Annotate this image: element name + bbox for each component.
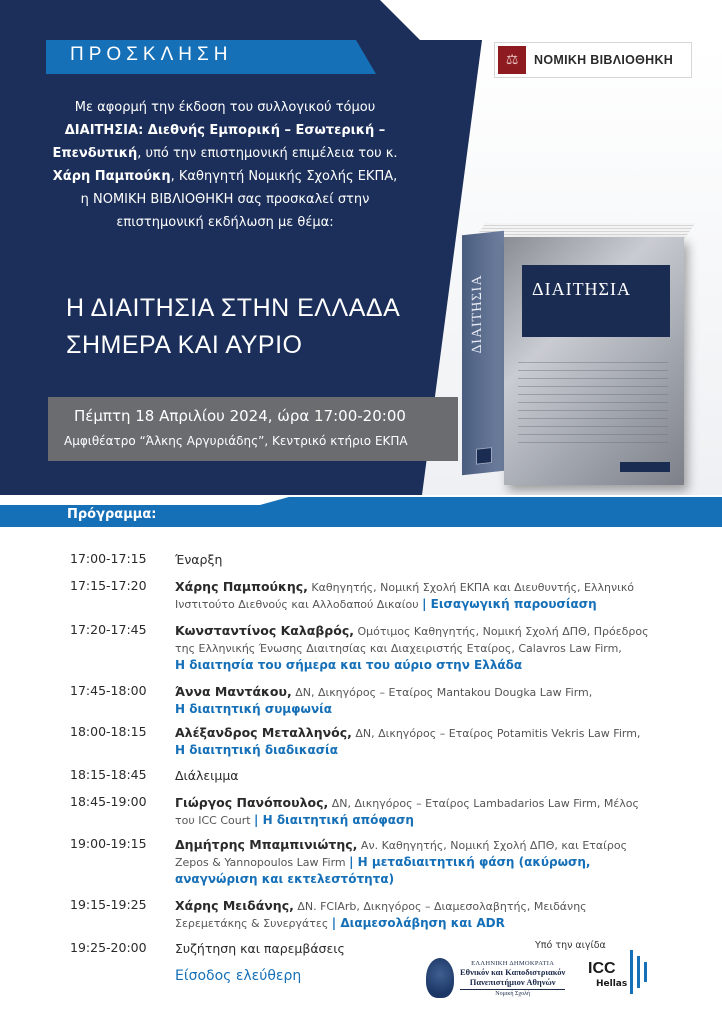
schedule-time: 19:15-19:25 xyxy=(70,897,147,912)
schedule-desc xyxy=(175,578,655,613)
uoa-line-3: Πανεπιστήμιον Αθηνών xyxy=(469,976,556,987)
book-spine-title: ΔΙΑΙΤΗΣΙΑ xyxy=(470,273,485,355)
icc-logo-text: ICC xyxy=(588,960,616,977)
event-title-line-1: Η ΔΙΑΙΤΗΣΙΑ ΣΤΗΝ ΕΛΛΑΔΑ xyxy=(66,294,401,322)
accent-stripe xyxy=(0,497,722,505)
intro-text xyxy=(50,96,400,234)
schedule-desc xyxy=(175,836,655,888)
schedule-time: 19:25-20:00 xyxy=(70,940,147,955)
speaker-affiliation: ΔΝ, Δικηγόρος – Εταίρος Potamitis Vekris Law Firm, xyxy=(351,727,641,740)
intro-part-1: Με αφορμή την έκδοση του συλλογικού τόμου xyxy=(74,100,376,115)
book-title-inline: ΔΙΑΙΤΗΣΙΑ: Διεθνής Εμπορική – Εσωτερική – Επενδυτική xyxy=(52,123,386,161)
schedule-time: 17:20-17:45 xyxy=(70,622,147,637)
speaker-name: Χάρης Μειδάνης, xyxy=(175,898,294,913)
book-cover xyxy=(504,237,684,485)
speaker-name: Χάρης Παμπούκης, xyxy=(175,579,308,594)
publisher-logo xyxy=(494,42,692,78)
athena-emblem-icon xyxy=(426,958,454,998)
schedule-time: 17:45-18:00 xyxy=(70,683,147,698)
event-venue: Αμφιθέατρο “Άλκης Αργυριάδης”, Κεντρικό κτήριο ΕΚΠΑ xyxy=(64,434,408,448)
speaker-affiliation: Αν. Καθηγητής, Νομική Σχολή ΔΠΘ, και Εταίρος Zepos & Yannopoulos Law Firm xyxy=(175,839,628,869)
schedule-desc xyxy=(175,683,655,718)
intro-part-2: , υπό την επιστημονική επιμέλεια του κ. xyxy=(137,146,398,161)
schedule-time: 18:45-19:00 xyxy=(70,794,147,809)
schedule-time: 17:00-17:15 xyxy=(70,551,147,566)
publisher-name: ΝΟΜΙΚΗ ΒΙΒΛΙΟΘΗΚΗ xyxy=(534,53,674,67)
uoa-logo-text xyxy=(460,960,565,997)
talk-topic: | Εισαγωγική παρουσίαση xyxy=(422,597,597,611)
schedule-desc xyxy=(175,622,655,674)
talk-topic: Η διαιτησία του σήμερα και του αύριο στην Ελλάδα xyxy=(175,658,523,672)
schedule-desc xyxy=(175,794,655,829)
event-date: Πέμπτη 18 Απριλίου 2024, ώρα 17:00-20:00 xyxy=(74,407,406,425)
talk-topic: | Διαμεσολάβηση και ADR xyxy=(331,916,505,930)
speaker-name: Δημήτρης Μπαμπινιώτης, xyxy=(175,837,358,852)
speaker-affiliation: ΔΝ. FCIArb, Δικηγόρος – Διαμεσολαβητής, Μειδάνης Σερεμετάκης & Συνεργάτες xyxy=(175,900,587,930)
program-label: Πρόγραμμα: xyxy=(67,507,157,522)
speaker-affiliation: ΔΝ, Δικηγόρος – Εταίρος Lambadarios Law Firm, Μέλος του ICC Court xyxy=(175,797,639,827)
book-publisher-badge xyxy=(620,462,670,472)
schedule-plain: Συζήτηση και παρεμβάσεις xyxy=(175,941,345,956)
uoa-line-2: Εθνικόν και Καποδιστριακόν xyxy=(460,966,566,977)
book-image xyxy=(462,223,690,485)
icc-hellas-text: Hellas xyxy=(596,979,628,989)
uoa-line-4: Νομική Σχολή xyxy=(460,989,565,997)
schedule-time: 17:15-17:20 xyxy=(70,578,147,593)
icc-hellas-logo xyxy=(588,946,668,1000)
speaker-name: Κωνσταντίνος Καλαβρός, xyxy=(175,623,355,638)
icc-bracket-icon xyxy=(630,950,656,994)
talk-topic: Η διαιτητική διαδικασία xyxy=(175,743,338,757)
book-spine-logo-icon xyxy=(476,447,492,465)
uoa-law-school-logo xyxy=(426,950,576,1006)
book-spine xyxy=(462,231,504,475)
schedule-plain: Διάλειμμα xyxy=(175,768,239,783)
intro-part-3: , Καθηγητή Νομικής Σχολής ΕΚΠΑ, η ΝΟΜΙΚΗ ΒΙΒΛΙΟΘΗΚΗ σας προσκαλεί στην επιστημονική εκδήλωση με θέμα: xyxy=(80,169,398,230)
schedule-time: 19:00-19:15 xyxy=(70,836,147,851)
event-title-line-2: ΣΗΜΕΡΑ ΚΑΙ ΑΥΡΙΟ xyxy=(66,331,303,359)
free-entry-note: Είσοδος ελεύθερη xyxy=(175,968,302,984)
schedule-desc xyxy=(175,897,655,932)
event-title xyxy=(66,290,400,364)
schedule-desc xyxy=(175,767,655,785)
aegis-label: Υπό την αιγίδα xyxy=(535,940,606,951)
schedule-plain: Έναρξη xyxy=(175,552,223,567)
book-cover-title: ΔΙΑΙΤΗΣΙΑ xyxy=(532,279,632,299)
speaker-affiliation: Ομότιμος Καθηγητής, Νομική Σχολή ΔΠΘ, Πρόεδρος της Ελληνικής Ένωσης Διαιτησίας και Διαχειριστής Εταίρος, Calavros Law Firm, xyxy=(175,625,649,655)
schedule-desc xyxy=(175,724,655,759)
speaker-affiliation: ΔΝ, Δικηγόρος – Εταίρος Mantakou Dougka Law Firm, xyxy=(291,686,593,699)
book-contents-list xyxy=(518,355,668,445)
invitation-label: ΠΡΟΣΚΛΗΣΗ xyxy=(70,44,233,65)
publisher-emblem-icon: ⚖ xyxy=(498,46,526,74)
talk-topic: Η διαιτητική συμφωνία xyxy=(175,702,333,716)
talk-topic: | Η διαιτητική απόφαση xyxy=(254,813,414,827)
speaker-name: Άννα Μαντάκου, xyxy=(175,684,292,699)
editor-name: Χάρη Παμπούκη xyxy=(52,169,171,184)
talk-topic: | Η μεταδιαιτητική φάση (ακύρωση, αναγνώριση και εκτελεστότητα) xyxy=(175,855,591,886)
header-section xyxy=(0,0,722,495)
uoa-line-1: ΕΛΛΗΝΙΚΗ ΔΗΜΟΚΡΑΤΙΑ xyxy=(471,959,555,967)
speaker-name: Αλέξανδρος Μεταλληνός, xyxy=(175,725,352,740)
speaker-affiliation: Καθηγητής, Νομική Σχολή ΕΚΠΑ και Διευθυντής, Ελληνικό Ινστιτούτο Διεθνούς και Αλλοδαπού Δικαίου xyxy=(175,581,635,611)
book-title-panel xyxy=(522,265,670,337)
schedule-time: 18:00-18:15 xyxy=(70,724,147,739)
schedule-desc xyxy=(175,551,655,569)
schedule-time: 18:15-18:45 xyxy=(70,767,147,782)
speaker-name: Γιώργος Πανόπουλος, xyxy=(175,795,329,810)
